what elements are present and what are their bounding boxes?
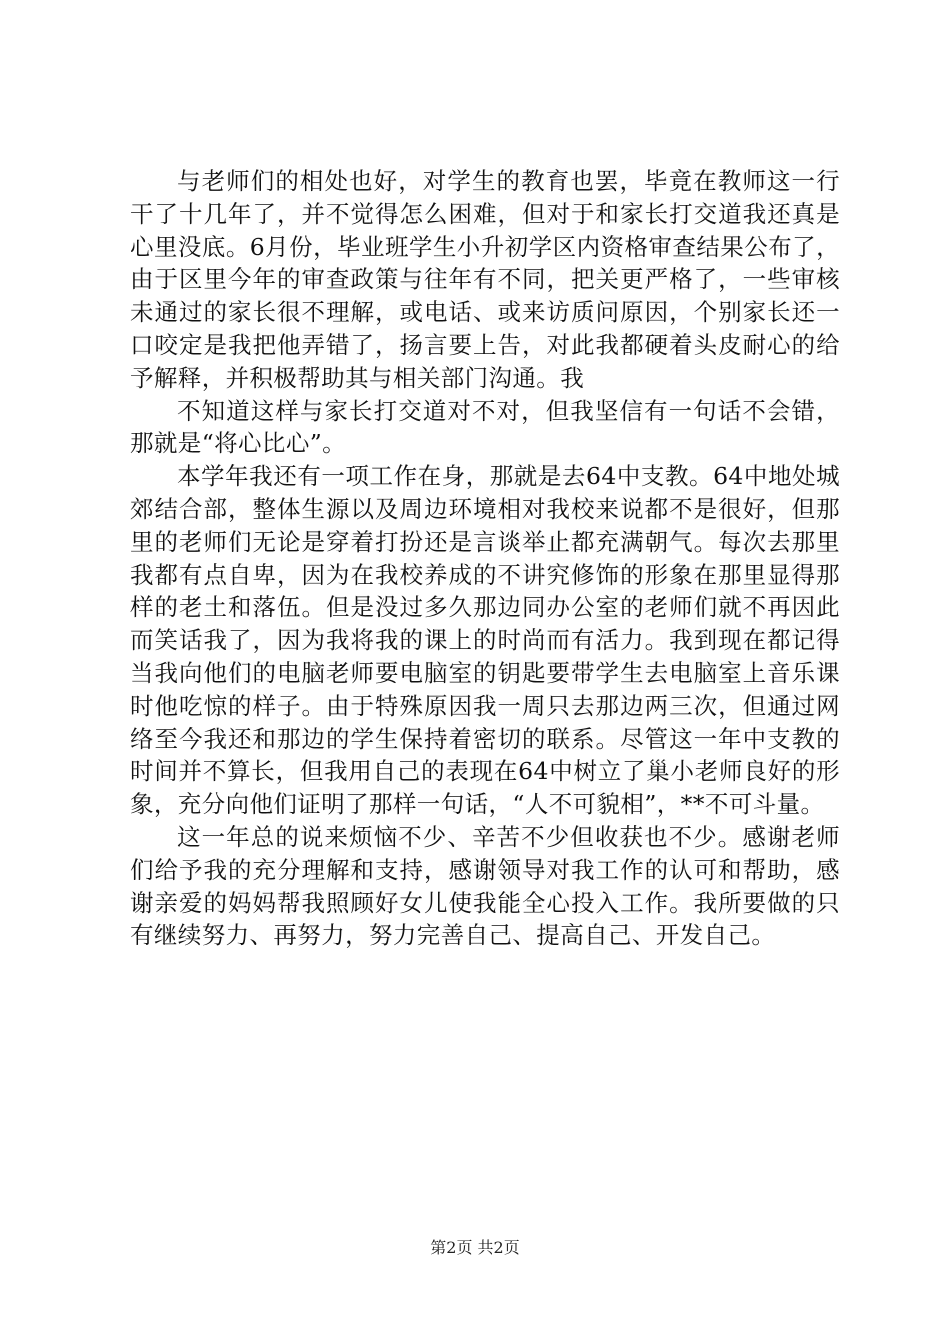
paragraph-heart-to-heart: 不知道这样与家长打交道对不对，但我坚信有一句话不会错，那就是“将心比心”。 [130,396,840,458]
page-footer: 第2页 共2页 [430,1238,520,1257]
paragraph-support-teaching: 本学年我还有一项工作在身，那就是去64中支教。64中地处城郊结合部，整体生源以及周边环境相对我校来说都不是很好，但那里的老师们无论是穿着打扮还是言谈举止都充满朝气。每次去那里我都有点自卑，因为在我校养成的不讲究修饰的形象在那里显得那样的老土和落伍。但是没过多久那边同办公室的老师们就不再因此而笑话我了，因为我将我的课上的时尚而有活力。我到现在都记得当我向他们的电脑老师要电脑室的钥匙要带学生去电脑室上音乐课时他吃惊的样子。由于特殊原因我一周只去那边两三次，但通过网络至今我还和那边的学生保持着密切的联系。尽管这一年中支教的时间并不算长，但我用自己的表现在64中树立了巢小老师良好的形象，充分向他们证明了那样一句话，“人不可貌相”，**不可斗量。 [130,462,840,819]
document-body [130,165,840,952]
paragraph-gratitude: 这一年总的说来烦恼不少、辛苦不少但收获也不少。感谢老师们给予我的充分理解和支持，感谢领导对我工作的认可和帮助，感谢亲爱的妈妈帮我照顾好女儿使我能全心投入工作。我所要做的只有继续努力、再努力，努力完善自己、提高自己、开发自己。 [130,822,840,950]
paragraph-parent-communication: 与老师们的相处也好，对学生的教育也罢，毕竟在教师这一行干了十几年了，并不觉得怎么困难，但对于和家长打交道我还真是心里没底。6月份，毕业班学生小升初学区内资格审查结果公布了，由于区里今年的审查政策与往年有不同，把关更严格了，一些审核未通过的家长很不理解，或电话、或来访质问原因，个别家长还一口咬定是我把他弄错了，扬言要上告，对此我都硬着头皮耐心的给予解释，并积极帮助其与相关部门沟通。我 [130,167,840,392]
